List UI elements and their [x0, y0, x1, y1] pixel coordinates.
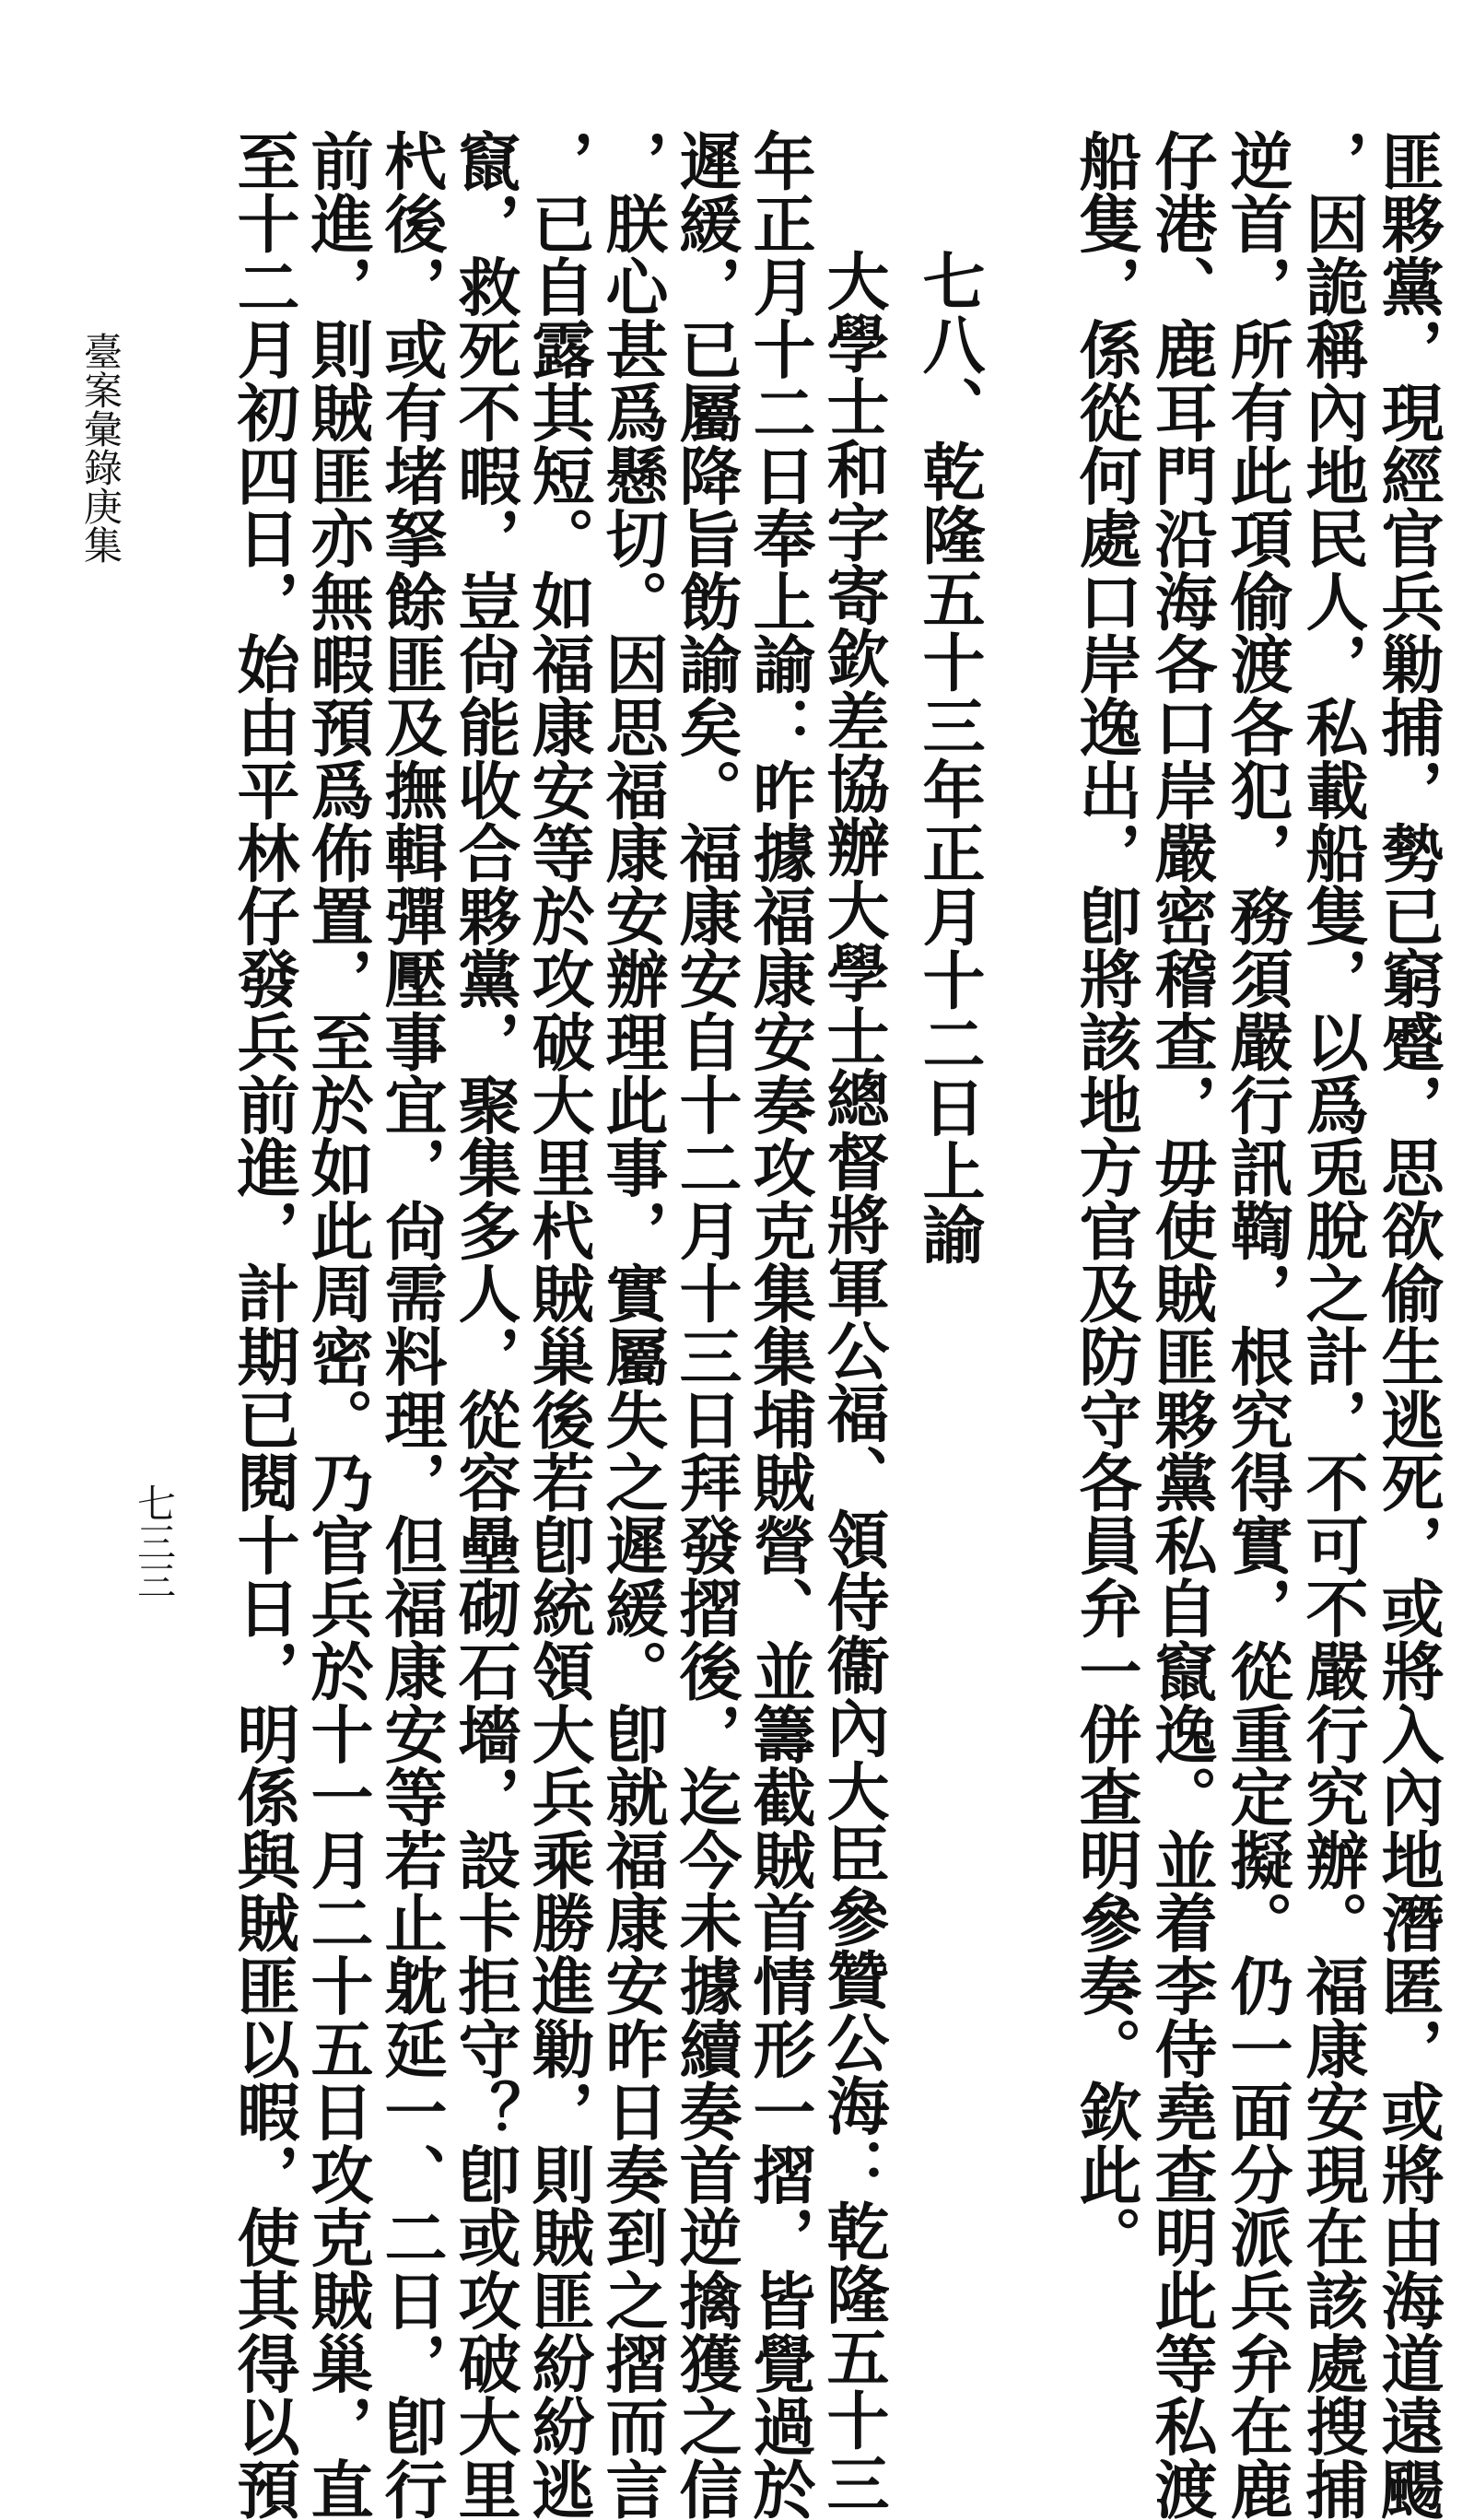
- text-column: ，因詭稱內地民人，私載船隻，以爲兎脫之計，不可不嚴行究辦。福康安現在該處搜捕: [1295, 129, 1369, 2520]
- text-column: 船隻，係從何處口岸逸出，卽將該地方官及防守各員弁一併查明參奏。欽此。: [1069, 129, 1142, 2269]
- text-column: 前進，則賊匪亦無暇預爲佈置，至於如此周密。乃官兵於十一月二十五日攻克賊巢，直: [300, 129, 374, 2520]
- page-number: 七三三: [132, 1483, 177, 1600]
- text-column: 杙後，或有堵拏餘匪及撫輯彈壓事宜，尙需料理，但福康安等若止躭延一、二日，卽行: [374, 129, 448, 2520]
- text-column: 至十二月初四日，始由平林仔發兵前進，計期已閱十日，明係與賊匪以暇，使其得以預: [227, 129, 300, 2520]
- text-column: 大學士和字寄欽差協辦大學士總督將軍公福、領侍衞內大臣參贊公海：乾隆五十三: [816, 249, 890, 2514]
- text-column: 遲緩，已屬降旨飭諭矣。福康安自十二月十三日拜發摺後，迄今未據續奏首逆擒獲之信: [669, 129, 743, 2520]
- running-title: 臺案彙錄庚集: [78, 332, 123, 564]
- text-column: 仔港、鹿耳門沿海各口岸嚴密稽查，毋使賊匪夥黨私自竄逸。並着李侍堯查明此等私渡: [1144, 129, 1218, 2520]
- text-column: 竄，救死不暇，豈尙能收合夥黨，聚集多人，從容壘砌石墻，設卡拒守？卽或攻破大里: [448, 129, 521, 2520]
- text-column: 逆首，所有此項偷渡各犯，務須嚴行訊鞫，根究得實，從重定擬。仍一面分派兵弁在鹿: [1220, 129, 1293, 2520]
- text-column: 匪夥黨，現經官兵勦捕，勢已窮蹙，思欲偷生逃死，或將入內地潛匿，或將由海道遠颺: [1371, 129, 1445, 2520]
- section-heading: 七八、乾隆五十三年正月十二日上諭: [912, 249, 986, 1266]
- text-column: ，已自露其短。如福康安等於攻破大里杙賊巢後若卽統領大兵乘勝進勦，則賊匪紛紛逃: [521, 129, 595, 2520]
- text-column: 年正月十二日奉上諭：昨據福康安奏攻克集集埔賊營、並籌截賊首情形一摺，皆覺過於: [743, 129, 816, 2520]
- text-column: ，朕心甚爲懸切。因思福康安辦理此事，實屬失之遲緩。卽就福康安昨日奏到之摺而言: [595, 129, 669, 2520]
